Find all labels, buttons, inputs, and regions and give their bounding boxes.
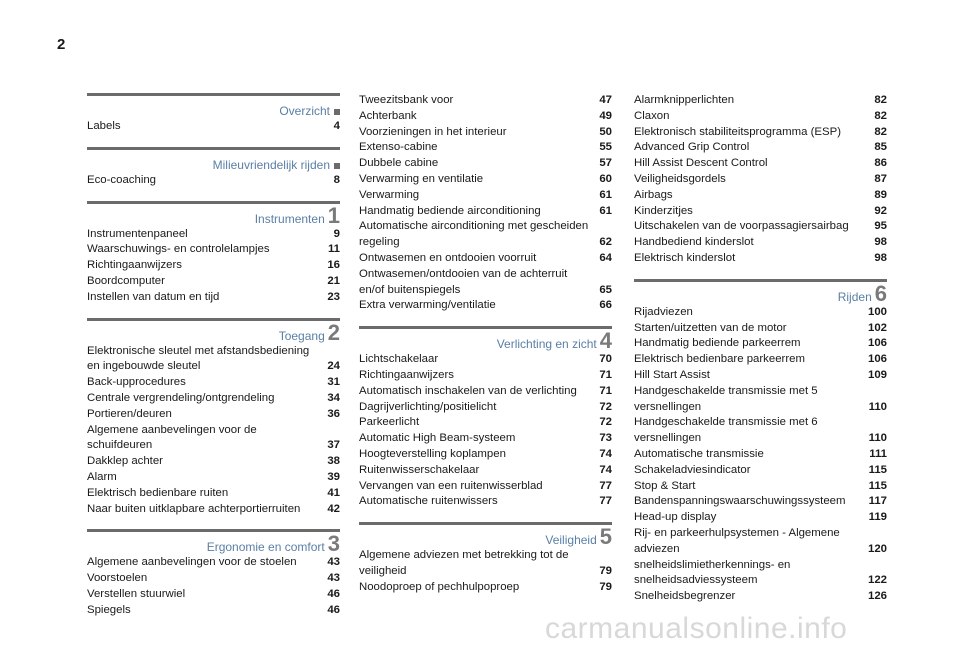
toc-entry[interactable] bbox=[359, 140, 612, 156]
toc-entry[interactable] bbox=[87, 407, 340, 423]
entry-page: 61 bbox=[599, 188, 612, 201]
entry-page: 98 bbox=[874, 251, 887, 264]
entry-page: 73 bbox=[599, 432, 612, 445]
entry-title: Dagrijverlichting/positielicht bbox=[359, 400, 497, 413]
toc-section bbox=[634, 279, 887, 605]
entry-page: 82 bbox=[874, 109, 887, 122]
toc-entry[interactable] bbox=[634, 415, 887, 447]
entry-title: Lichtschakelaar bbox=[359, 353, 439, 366]
entry-title: Dakklep achter bbox=[87, 455, 163, 468]
toc-entry[interactable] bbox=[634, 188, 887, 204]
section-title: Ergonomie en comfort bbox=[206, 540, 325, 555]
entry-title: Richtingaanwijzers bbox=[87, 259, 182, 272]
toc-entry[interactable] bbox=[87, 555, 340, 571]
toc-entry[interactable] bbox=[359, 447, 612, 463]
section-heading bbox=[87, 529, 340, 555]
toc-entry[interactable] bbox=[359, 267, 612, 299]
toc-section bbox=[87, 318, 340, 518]
entry-title: Spiegels bbox=[87, 603, 131, 616]
entry-page: 70 bbox=[599, 353, 612, 366]
toc-entry[interactable] bbox=[87, 486, 340, 502]
entry-page: 57 bbox=[599, 157, 612, 170]
section-title: Milieuvriendelijk rijden bbox=[212, 157, 330, 172]
toc-entry[interactable] bbox=[634, 321, 887, 337]
toc-entry[interactable] bbox=[87, 242, 340, 258]
toc-entry[interactable] bbox=[359, 548, 612, 580]
toc-entry[interactable] bbox=[359, 172, 612, 188]
entry-page: 74 bbox=[599, 463, 612, 476]
section-title: Verlichting en zicht bbox=[496, 337, 597, 352]
toc-column-2 bbox=[359, 93, 612, 608]
toc-entry[interactable] bbox=[87, 391, 340, 407]
entry-title: Rij- en parkeerhulpsystemen - Algemene adviezen bbox=[634, 526, 840, 555]
entry-title: Automatisch inschakelen van de verlichting bbox=[359, 384, 577, 397]
toc-entry[interactable] bbox=[359, 156, 612, 172]
entry-page: 79 bbox=[599, 580, 612, 593]
entry-page: 119 bbox=[868, 511, 887, 524]
section-heading bbox=[87, 318, 340, 344]
entry-title: Bandenspanningswaarschuwingssysteem bbox=[634, 495, 846, 508]
entry-title: Handmatig bediende parkeerrem bbox=[634, 337, 801, 350]
entry-title: Waarschuwings- en controlelampjes bbox=[87, 243, 270, 256]
entry-title: Tweezitsbank voor bbox=[359, 94, 454, 106]
entry-title: Alarm bbox=[87, 470, 117, 483]
entry-title: Ontwasemen/ontdooien van de achterruit en/of buitenspiegels bbox=[359, 267, 568, 296]
toc-entry[interactable] bbox=[634, 336, 887, 352]
entry-title: Starten/uitzetten van de motor bbox=[634, 321, 787, 334]
entry-page: 21 bbox=[327, 274, 340, 287]
entry-title: Centrale vergrendeling/ontgrendeling bbox=[87, 391, 275, 404]
section-title: Rijden bbox=[837, 289, 872, 304]
entry-title: Verwarming bbox=[359, 188, 420, 201]
toc-entry[interactable] bbox=[359, 431, 612, 447]
entry-page: 86 bbox=[874, 157, 887, 170]
entry-title: Automatische transmissie bbox=[634, 447, 764, 460]
toc-entry[interactable] bbox=[359, 204, 612, 220]
entry-title: Extra verwarming/ventilatie bbox=[359, 299, 496, 312]
entry-page: 109 bbox=[867, 368, 887, 381]
toc-entry[interactable] bbox=[359, 251, 612, 267]
entry-page: 79 bbox=[599, 564, 612, 577]
chapter-number: 5 bbox=[599, 524, 612, 550]
toc-entry[interactable] bbox=[87, 603, 340, 619]
toc-section bbox=[87, 201, 340, 306]
entry-title: Rijadviezen bbox=[634, 305, 693, 318]
entry-title: Claxon bbox=[634, 109, 670, 122]
entry-page: 8 bbox=[333, 173, 340, 186]
entry-page: 4 bbox=[333, 120, 340, 132]
entry-page: 50 bbox=[599, 125, 612, 138]
entry-page: 82 bbox=[874, 125, 887, 138]
toc-entry[interactable] bbox=[634, 219, 887, 235]
toc-section bbox=[359, 522, 612, 595]
entry-title: Dubbele cabine bbox=[359, 157, 439, 170]
section-heading bbox=[359, 326, 612, 352]
toc-entry[interactable] bbox=[359, 93, 612, 109]
toc-entry[interactable] bbox=[87, 258, 340, 274]
toc-entry[interactable] bbox=[634, 368, 887, 384]
entry-title: Alarmknipperlichten bbox=[634, 94, 735, 106]
chapter-number: 6 bbox=[874, 280, 887, 306]
toc-entry[interactable] bbox=[87, 274, 340, 290]
entry-page: 115 bbox=[868, 479, 887, 492]
toc-entry[interactable] bbox=[87, 375, 340, 391]
entry-page: 89 bbox=[874, 188, 887, 201]
entry-title: Naar buiten uitklapbare achterportierruiten bbox=[87, 502, 301, 515]
entry-title: Airbags bbox=[634, 188, 673, 201]
entry-page: 92 bbox=[874, 204, 887, 217]
section-title: Veiligheid bbox=[545, 533, 597, 548]
entry-title: Parkeerlicht bbox=[359, 416, 420, 429]
toc-entry[interactable] bbox=[87, 344, 340, 376]
toc-entry[interactable] bbox=[359, 479, 612, 495]
toc-entry[interactable] bbox=[634, 251, 887, 267]
square-bullet-icon bbox=[334, 163, 340, 169]
entry-page: 77 bbox=[599, 495, 612, 508]
section-heading bbox=[634, 279, 887, 305]
entry-page: 37 bbox=[327, 439, 340, 452]
toc-section bbox=[87, 529, 340, 618]
entry-title: Noodoproep of pechhulpoproep bbox=[359, 580, 520, 593]
entry-title: Schakeladviesindicator bbox=[634, 463, 751, 476]
entry-page: 31 bbox=[327, 376, 340, 389]
square-bullet-icon bbox=[334, 109, 340, 115]
entry-page: 36 bbox=[327, 407, 340, 420]
entry-page: 71 bbox=[599, 384, 612, 397]
entry-page: 110 bbox=[868, 400, 887, 413]
toc-entry[interactable] bbox=[634, 204, 887, 220]
section-title: Toegang bbox=[278, 328, 325, 343]
entry-title: Hoogteverstelling koplampen bbox=[359, 447, 506, 460]
entry-page: 117 bbox=[868, 495, 887, 508]
toc-entry[interactable] bbox=[634, 463, 887, 479]
entry-page: 64 bbox=[599, 251, 612, 264]
entry-page: 122 bbox=[867, 574, 887, 587]
toc-entry[interactable] bbox=[87, 423, 340, 455]
entry-title: Elektrisch bedienbare parkeerrem bbox=[634, 353, 805, 366]
entry-title: Uitschakelen van de voorpassagiersairbag bbox=[634, 220, 849, 233]
entry-title: Boordcomputer bbox=[87, 274, 165, 287]
entry-page: 41 bbox=[327, 486, 340, 499]
entry-page: 23 bbox=[327, 290, 340, 303]
toc-entry[interactable] bbox=[359, 219, 612, 251]
entry-page: 62 bbox=[599, 236, 612, 249]
toc-entry[interactable] bbox=[634, 109, 887, 125]
entry-title: Algemene adviezen met betrekking tot de veiligheid bbox=[359, 549, 569, 577]
entry-page: 11 bbox=[327, 243, 340, 256]
entry-page: 120 bbox=[867, 542, 887, 555]
entry-title: Head-up display bbox=[634, 511, 717, 524]
toc-entry[interactable] bbox=[359, 494, 612, 510]
toc-entry[interactable] bbox=[634, 305, 887, 321]
entry-title: Verwarming en ventilatie bbox=[359, 172, 484, 185]
toc-column-1 bbox=[87, 93, 340, 631]
toc-entry[interactable] bbox=[634, 125, 887, 141]
entry-title: Algemene aanbevelingen voor de stoelen bbox=[87, 556, 297, 569]
section-heading bbox=[359, 522, 612, 548]
entry-title: Labels bbox=[87, 120, 121, 132]
entry-title: Ontwasemen en ontdooien voorruit bbox=[359, 251, 537, 264]
entry-title: Richtingaanwijzers bbox=[359, 368, 454, 381]
entry-page: 110 bbox=[868, 432, 887, 445]
chapter-number: 1 bbox=[327, 202, 340, 228]
entry-page: 85 bbox=[874, 141, 887, 154]
toc-entry[interactable] bbox=[634, 384, 887, 416]
entry-title: Elektronische sleutel met afstandsbediening en ingebouwde sleutel bbox=[87, 344, 310, 373]
entry-title: Instrumentenpaneel bbox=[87, 227, 188, 240]
entry-page: 87 bbox=[874, 172, 887, 185]
toc-entry[interactable] bbox=[634, 156, 887, 172]
toc-section bbox=[87, 147, 340, 189]
entry-title: Handbediend kinderslot bbox=[634, 236, 754, 249]
entry-title: Ruitenwisserschakelaar bbox=[359, 463, 480, 476]
toc-entry[interactable] bbox=[634, 479, 887, 495]
entry-title: Hill Assist Descent Control bbox=[634, 157, 768, 170]
page-number: 2 bbox=[57, 36, 66, 53]
entry-title: Elektrisch bedienbare ruiten bbox=[87, 486, 229, 499]
section-title: Overzicht bbox=[279, 104, 330, 118]
watermark: carmanualsonline.info bbox=[545, 612, 848, 645]
chapter-number: 4 bbox=[599, 328, 612, 354]
entry-title: Vervangen van een ruitenwisserblad bbox=[359, 479, 543, 492]
entry-title: Kinderzitjes bbox=[634, 204, 693, 217]
toc-section bbox=[359, 326, 612, 510]
entry-page: 43 bbox=[327, 572, 340, 585]
entry-page: 66 bbox=[599, 299, 612, 312]
toc-entry[interactable] bbox=[359, 352, 612, 368]
entry-title: Stop & Start bbox=[634, 479, 696, 492]
entry-page: 46 bbox=[327, 603, 340, 616]
toc-entry[interactable] bbox=[359, 400, 612, 416]
entry-page: 65 bbox=[599, 283, 612, 296]
entry-page: 115 bbox=[868, 463, 887, 476]
entry-title: Voorstoelen bbox=[87, 572, 148, 585]
toc-entry[interactable] bbox=[359, 368, 612, 384]
entry-title: Algemene aanbevelingen voor de schuifdeuren bbox=[87, 423, 257, 452]
toc-section bbox=[359, 93, 612, 314]
toc-column-3 bbox=[634, 93, 887, 617]
entry-page: 34 bbox=[327, 391, 340, 404]
entry-title: Instellen van datum en tijd bbox=[87, 290, 220, 303]
entry-page: 111 bbox=[869, 447, 887, 460]
entry-title: snelheidslimietherkennings- en snelheidsadviessysteem bbox=[634, 558, 791, 587]
toc-entry[interactable] bbox=[359, 109, 612, 125]
entry-page: 95 bbox=[874, 220, 887, 233]
entry-title: Automatische airconditioning met gescheiden regeling bbox=[359, 220, 589, 249]
toc-entry[interactable] bbox=[87, 227, 340, 243]
chapter-number: 3 bbox=[327, 531, 340, 557]
toc-entry[interactable] bbox=[634, 140, 887, 156]
entry-page: 100 bbox=[867, 305, 887, 318]
toc-entry[interactable] bbox=[87, 290, 340, 306]
entry-page: 46 bbox=[327, 587, 340, 600]
entry-title: Extenso-cabine bbox=[359, 141, 438, 154]
entry-page: 106 bbox=[867, 353, 887, 366]
toc-entry[interactable] bbox=[87, 571, 340, 587]
entry-title: Snelheidsbegrenzer bbox=[634, 590, 736, 603]
entry-page: 24 bbox=[327, 360, 340, 373]
toc-entry[interactable] bbox=[87, 173, 340, 189]
toc-entry[interactable] bbox=[634, 93, 887, 109]
toc-entry[interactable] bbox=[359, 580, 612, 596]
section-heading bbox=[87, 201, 340, 227]
entry-title: Advanced Grip Control bbox=[634, 141, 750, 154]
entry-page: 106 bbox=[867, 337, 887, 350]
toc-entry[interactable] bbox=[87, 119, 340, 135]
toc-entry[interactable] bbox=[359, 384, 612, 400]
entry-page: 74 bbox=[599, 447, 612, 460]
section-title: Instrumenten bbox=[254, 211, 325, 226]
toc-entry[interactable] bbox=[359, 125, 612, 141]
entry-page: 102 bbox=[867, 321, 887, 334]
entry-title: Achterbank bbox=[359, 109, 417, 122]
entry-title: Verstellen stuurwiel bbox=[87, 587, 186, 600]
toc-entry[interactable] bbox=[87, 587, 340, 603]
toc-entry[interactable] bbox=[87, 502, 340, 518]
entry-page: 47 bbox=[599, 94, 612, 106]
entry-page: 82 bbox=[874, 94, 887, 106]
entry-page: 55 bbox=[599, 141, 612, 154]
entry-page: 98 bbox=[874, 236, 887, 249]
entry-title: Back-upprocedures bbox=[87, 376, 186, 389]
entry-title: Portieren/deuren bbox=[87, 407, 172, 420]
entry-title: Eco-coaching bbox=[87, 173, 157, 186]
toc-entry[interactable] bbox=[634, 589, 887, 605]
toc-entry[interactable] bbox=[634, 352, 887, 368]
entry-title: Handgeschakelde transmissie met 5 versnellingen bbox=[634, 384, 818, 413]
chapter-number: 2 bbox=[327, 319, 340, 345]
toc-entry[interactable] bbox=[634, 510, 887, 526]
toc-section bbox=[87, 93, 340, 135]
entry-title: Veiligheidsgordels bbox=[634, 172, 726, 185]
entry-page: 49 bbox=[599, 109, 612, 122]
toc-entry[interactable] bbox=[359, 188, 612, 204]
entry-page: 77 bbox=[599, 479, 612, 492]
toc-entry[interactable] bbox=[634, 172, 887, 188]
entry-page: 72 bbox=[599, 400, 612, 413]
entry-page: 71 bbox=[599, 368, 612, 381]
entry-page: 9 bbox=[333, 227, 340, 240]
entry-page: 60 bbox=[599, 172, 612, 185]
entry-title: Handgeschakelde transmissie met 6 versnellingen bbox=[634, 416, 818, 445]
toc-section bbox=[634, 93, 887, 267]
entry-page: 43 bbox=[327, 556, 340, 569]
section-heading bbox=[87, 147, 340, 173]
entry-page: 38 bbox=[327, 455, 340, 468]
entry-page: 61 bbox=[599, 204, 612, 217]
entry-title: Handmatig bediende airconditioning bbox=[359, 204, 541, 217]
toc-entry[interactable] bbox=[634, 526, 887, 558]
entry-title: Automatische ruitenwissers bbox=[359, 495, 498, 508]
entry-title: Voorzieningen in het interieur bbox=[359, 125, 507, 138]
toc-entry[interactable] bbox=[359, 298, 612, 314]
entry-title: Elektrisch kinderslot bbox=[634, 251, 736, 264]
toc-entry[interactable] bbox=[359, 415, 612, 431]
toc-entry[interactable] bbox=[87, 454, 340, 470]
toc-entry[interactable] bbox=[634, 558, 887, 590]
entry-page: 42 bbox=[327, 502, 340, 515]
entry-title: Hill Start Assist bbox=[634, 368, 710, 381]
toc-entry[interactable] bbox=[87, 470, 340, 486]
toc-entry[interactable] bbox=[634, 494, 887, 510]
toc-entry[interactable] bbox=[634, 447, 887, 463]
entry-page: 39 bbox=[327, 470, 340, 483]
toc-entry[interactable] bbox=[359, 463, 612, 479]
entry-page: 72 bbox=[599, 416, 612, 429]
entry-page: 126 bbox=[867, 590, 887, 603]
entry-page: 16 bbox=[327, 259, 340, 272]
entry-title: Elektronisch stabiliteitsprogramma (ESP) bbox=[634, 125, 842, 138]
entry-title: Automatic High Beam-systeem bbox=[359, 432, 516, 445]
section-heading bbox=[87, 93, 340, 119]
toc-entry[interactable] bbox=[634, 235, 887, 251]
